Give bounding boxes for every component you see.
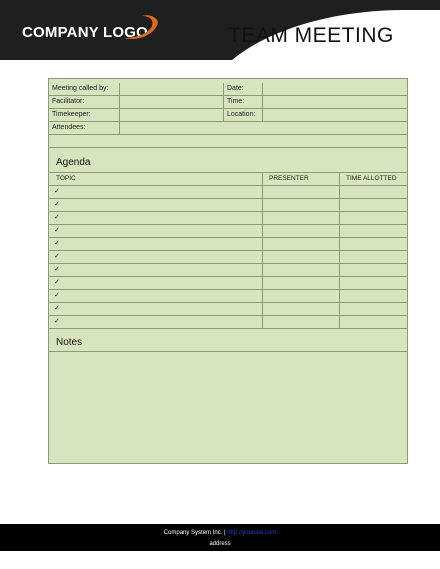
time-label: Time: [224,96,263,108]
checkmark-icon: ✓ [54,253,60,260]
checkmark-icon: ✓ [54,227,60,234]
checkmark-icon: ✓ [54,305,60,312]
checkmark-icon: ✓ [54,201,60,208]
agenda-row [49,238,407,251]
agenda-row [49,277,407,290]
agenda-row [49,290,407,303]
agenda-topic-cell[interactable] [49,212,263,224]
agenda-row [49,316,407,329]
agenda-row [49,251,407,264]
meeting-form [48,78,408,464]
agenda-row [49,264,407,277]
agenda-topic-cell[interactable] [49,290,263,302]
agenda-time-cell[interactable] [340,290,407,302]
location-field[interactable] [263,109,407,121]
checkmark-icon: ✓ [54,240,60,247]
agenda-row [49,225,407,238]
location-label: Location: [224,109,263,121]
called-by-label: Meeting called by: [49,83,120,95]
notes-heading: Notes [49,329,407,352]
attendees-field[interactable] [120,122,407,134]
agenda-topic-cell[interactable] [49,316,263,328]
agenda-row [49,303,407,316]
checkmark-icon: ✓ [54,266,60,273]
agenda-presenter-cell[interactable] [263,264,340,276]
agenda-time-cell[interactable] [340,212,407,224]
agenda-time-cell[interactable] [340,251,407,263]
footer-separator: | [224,530,226,536]
blank-row [49,135,407,148]
checkmark-icon: ✓ [54,292,60,299]
agenda-topic-cell[interactable] [49,225,263,237]
agenda-column-headers [49,173,407,186]
info-row-called-by [49,83,407,96]
agenda-time-cell[interactable] [340,316,407,328]
agenda-presenter-cell[interactable] [263,316,340,328]
info-row-timekeeper [49,109,407,122]
agenda-topic-cell[interactable] [49,264,263,276]
agenda-row [49,186,407,199]
agenda-topic-cell[interactable] [49,238,263,250]
agenda-time-cell[interactable] [340,277,407,289]
time-allotted-column-header: TIME ALLOTTED [346,175,397,182]
agenda-row [49,199,407,212]
checkmark-icon: ✓ [54,214,60,221]
presenter-column-header: PRESENTER [263,173,340,185]
agenda-row [49,212,407,225]
company-name: Company System Inc. [163,530,223,536]
agenda-time-cell[interactable] [340,186,407,198]
agenda-presenter-cell[interactable] [263,212,340,224]
agenda-presenter-cell[interactable] [263,199,340,211]
agenda-topic-cell[interactable] [49,303,263,315]
agenda-presenter-cell[interactable] [263,303,340,315]
date-field[interactable] [263,83,407,95]
date-label: Date: [224,83,263,95]
info-row-attendees [49,122,407,135]
company-logo: COMPANY LOGO [22,24,149,41]
checkmark-icon: ✓ [54,279,60,286]
footer-line-company [0,530,440,536]
notes-area[interactable] [49,352,407,463]
info-row-facilitator [49,96,407,109]
agenda-presenter-cell[interactable] [263,290,340,302]
called-by-field[interactable] [120,83,224,95]
topic-column-header: TOPIC [49,173,263,185]
agenda-topic-cell[interactable] [49,199,263,211]
agenda-topic-cell[interactable] [49,251,263,263]
agenda-presenter-cell[interactable] [263,277,340,289]
agenda-presenter-cell[interactable] [263,238,340,250]
agenda-time-cell[interactable] [340,199,407,211]
footer [0,524,440,551]
agenda-topic-cell[interactable] [49,277,263,289]
checkmark-icon: ✓ [54,318,60,325]
agenda-time-cell[interactable] [340,225,407,237]
facilitator-field[interactable] [120,96,224,108]
agenda-time-cell[interactable] [340,238,407,250]
attendees-label: Attendees: [49,122,120,134]
agenda-time-cell[interactable] [340,303,407,315]
facilitator-label: Facilitator: [49,96,120,108]
timekeeper-label: Timekeeper: [49,109,120,121]
checkmark-icon: ✓ [54,188,60,195]
website-link[interactable]: http://yoursite.com [227,530,277,536]
logo-swoosh-icon [120,12,162,44]
agenda-heading: Agenda [49,148,407,173]
footer-address: address [209,541,231,547]
agenda-time-cell[interactable] [340,264,407,276]
agenda-presenter-cell[interactable] [263,225,340,237]
page-title: TEAM MEETING [228,24,394,47]
agenda-presenter-cell[interactable] [263,186,340,198]
agenda-presenter-cell[interactable] [263,251,340,263]
time-field[interactable] [263,96,407,108]
timekeeper-field[interactable] [120,109,224,121]
agenda-topic-cell[interactable] [49,186,263,198]
